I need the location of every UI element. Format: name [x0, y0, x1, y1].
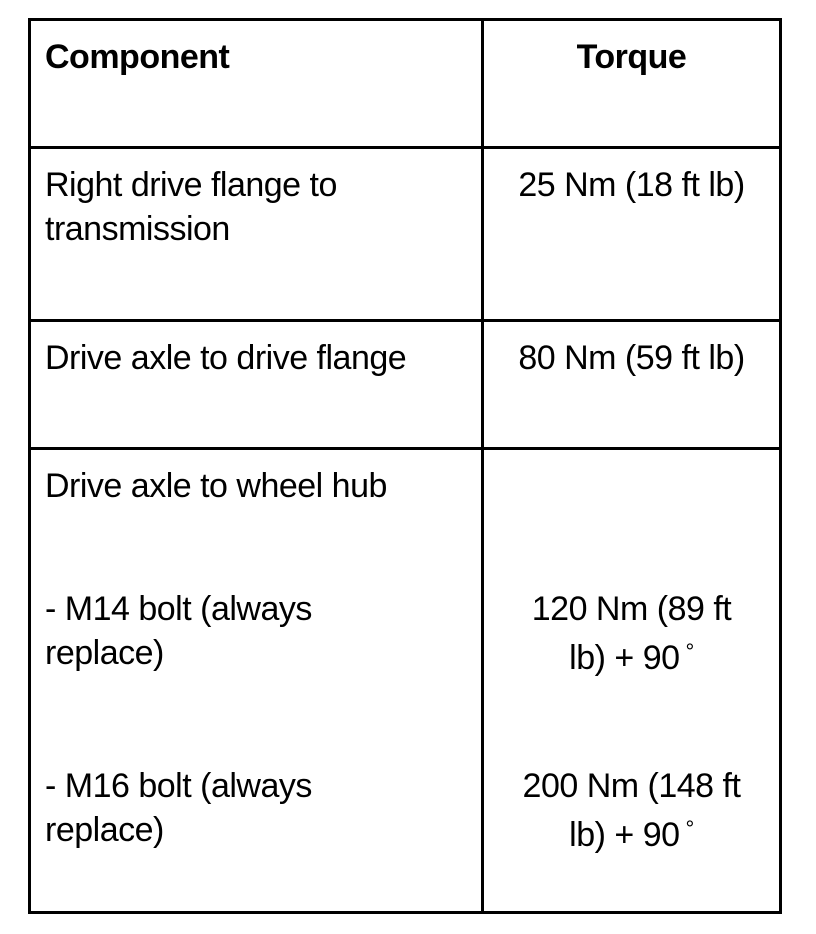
sub-component-m16-line1: - M16 bolt (always [45, 767, 312, 805]
header-torque: Torque [576, 38, 687, 76]
component-text: Drive axle to wheel hub [45, 467, 387, 505]
component-cell [31, 450, 481, 911]
component-cell [31, 322, 481, 447]
sub-component-m16-line2: replace) [45, 811, 164, 849]
table-header-row [31, 21, 779, 149]
torque-cell [484, 450, 779, 911]
torque-value: 25 Nm (18 ft lb) [518, 166, 745, 204]
header-component: Component [45, 38, 230, 76]
degree-symbol: ° [685, 639, 694, 664]
degree-symbol: ° [685, 816, 694, 841]
torque-m14-line1: 120 Nm (89 ft [531, 590, 732, 628]
component-text-line1: Right drive flange to [45, 166, 337, 204]
header-torque-cell [484, 21, 779, 146]
table-row [31, 149, 779, 322]
sub-component-m14-line1: - M14 bolt (always [45, 590, 312, 628]
torque-m16-line2 [484, 813, 779, 857]
table-row [31, 322, 779, 450]
component-text-line2: transmission [45, 210, 230, 248]
torque-spec-table [28, 18, 782, 914]
component-text: Drive axle to drive flange [45, 339, 407, 377]
torque-m16-line1: 200 Nm (148 ft [522, 767, 741, 805]
torque-m14-line2 [484, 636, 779, 680]
sub-component-m14-line2: replace) [45, 634, 164, 672]
torque-cell [484, 149, 779, 319]
table-row [31, 450, 779, 911]
torque-value: 80 Nm (59 ft lb) [518, 339, 745, 377]
component-cell [31, 149, 481, 319]
torque-cell [484, 322, 779, 447]
header-component-cell [31, 21, 481, 146]
torque-m14-value: lb) + 90 [569, 639, 680, 677]
torque-m16-value: lb) + 90 [569, 816, 680, 854]
